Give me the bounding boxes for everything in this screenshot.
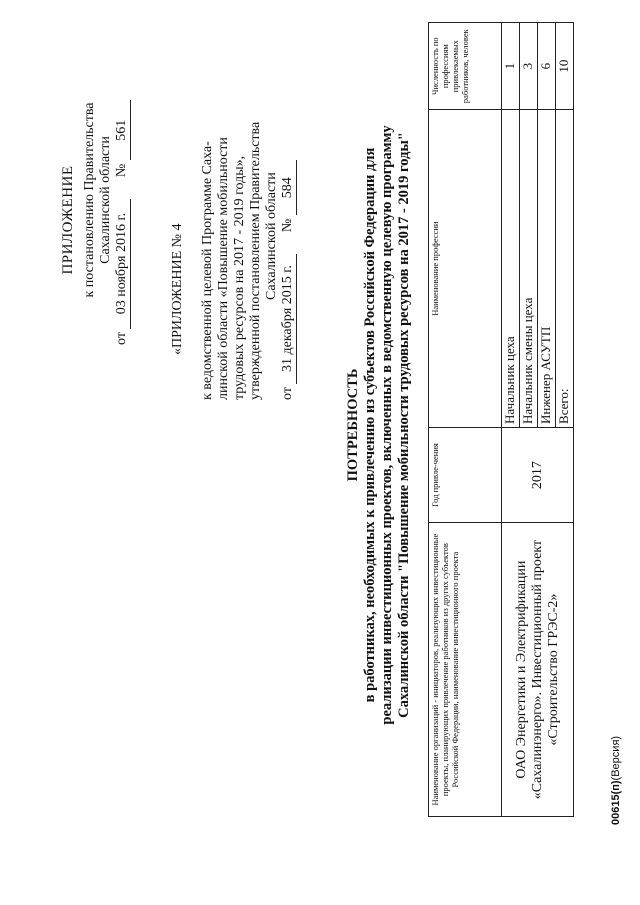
- previous-number: 584: [280, 160, 297, 215]
- title-line-2: реализации инвестиционных проектов, включенных в ведомственную целевую программу: [379, 125, 395, 725]
- header-organization: Наименование организаций - инициаторов, реализующих инвестиционные проекты, планирующих привлечение работников из других субъектов Российской Федерации, наименование инвестиционного проекта: [429, 523, 502, 817]
- demand-table: [428, 22, 574, 817]
- previous-from-label: от: [280, 387, 295, 400]
- document-code-number: 00615(п): [610, 780, 622, 825]
- decree-date: 03 ноября 2016 г.: [114, 199, 131, 329]
- decree-number-label: №: [114, 163, 129, 178]
- organization-cell: ОАО Энергетики и Электрификации «Сахалинэнерго». Инвестиционный проект «Строительство ГРЭС-2»: [502, 523, 574, 817]
- previous-appendix-line-3: трудовых ресурсов на 2017 - 2019 годы»,: [232, 155, 247, 400]
- count-cell: 1: [502, 23, 520, 110]
- decree-line-2: Сахалинской области: [98, 136, 113, 264]
- previous-appendix-line-1: к ведомственной целевой Программе Саха-: [200, 141, 215, 400]
- header-profession: Наименование профессии: [429, 110, 502, 428]
- appendix-title: ПРИЛОЖЕНИЕ: [60, 165, 76, 275]
- previous-appendix-reference: [170, 30, 297, 410]
- count-cell: 6: [538, 23, 556, 110]
- decree-date-row: [114, 55, 131, 345]
- year-cell: 2017: [502, 427, 574, 522]
- decree-number: 561: [114, 100, 131, 160]
- table-row: [502, 23, 520, 817]
- decree-line-1: к постановлению Правительства: [82, 102, 97, 298]
- header-year: Год привле-чения: [429, 427, 502, 522]
- previous-appendix-line-2: линской области «Повышение мобильности: [216, 137, 231, 400]
- title-line-1: в работниках, необходимых к привлечению из субъектов Российской Федерации для: [362, 147, 378, 703]
- document-title: [345, 25, 413, 825]
- total-count-cell: 10: [556, 23, 574, 110]
- profession-cell: Инженер АСУТП: [538, 110, 556, 428]
- previous-appendix-line-4: утвержденной постановлением Правительства: [248, 121, 263, 400]
- previous-number-label: №: [280, 218, 295, 233]
- title-line-3: Сахалинской области "Повышение мобильности трудовых ресурсов на 2017 - 2019 годы": [396, 132, 412, 718]
- profession-cell: Начальник цеха: [502, 110, 520, 428]
- header-count: Численность по профессиям привлекаемых работников, человек: [429, 23, 502, 110]
- count-cell: 3: [520, 23, 538, 110]
- decree-from-label: от: [114, 332, 129, 345]
- decree-reference: [82, 55, 131, 345]
- previous-appendix-date-row: [280, 30, 297, 410]
- total-label-cell: Всего:: [556, 110, 574, 428]
- title-heading: ПОТРЕБНОСТЬ: [345, 368, 361, 482]
- profession-cell: Начальник смены цеха: [520, 110, 538, 428]
- document-code: [610, 736, 622, 825]
- previous-appendix-title: «ПРИЛОЖЕНИЕ № 4: [170, 223, 185, 355]
- previous-appendix-line-5: Сахалинской области: [264, 172, 279, 300]
- previous-date: 31 декабря 2015 г.: [280, 254, 297, 384]
- demand-table-wrapper: [428, 22, 574, 817]
- document-version: (Версия): [610, 735, 622, 781]
- table-header-row: [429, 23, 502, 817]
